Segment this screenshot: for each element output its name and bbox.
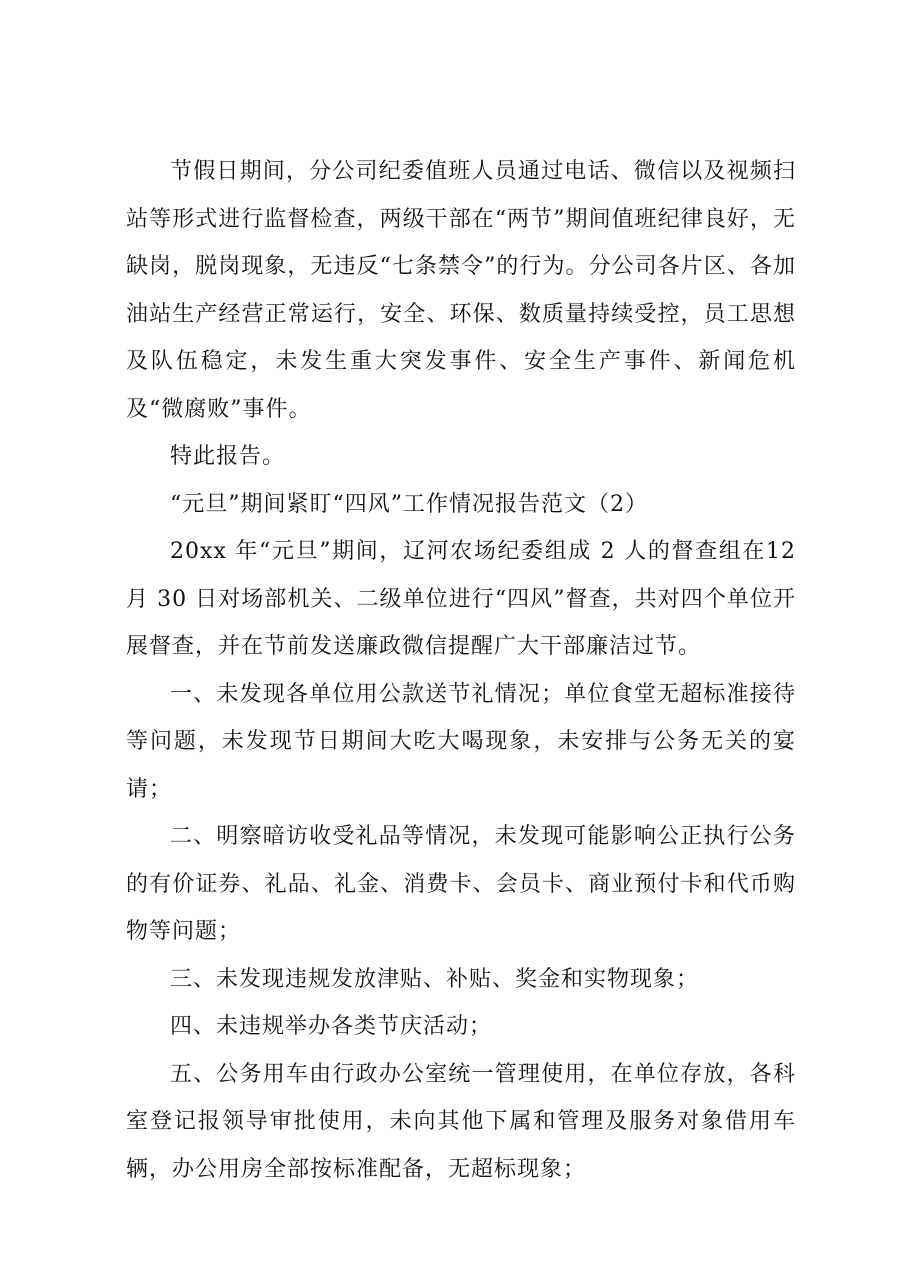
paragraph-holiday-supervision: 节假日期间，分公司纪委值班人员通过电话、微信以及视频扫站等形式进行监督检查，两级干部在“两节”期间值班纪律良好，无缺岗，脱岗现象，无违反“七条禁令”的行为。分公司各片区、各加油站生产经营正常运行，安全、环保、数质量持续受控，员工思想及队伍稳定，未发生重大突发事件、安全生产事件、新闻危机及“微腐败”事件。	[126, 159, 796, 422]
paragraph-inspection-intro: 20xx 年“元旦”期间，辽河农场纪委组成 2 人的督查组在12 月 30 日对场部机关、二级单位进行“四风”督查，共对四个单位开展督查，并在节前发送廉政微信提醒广大干部廉洁过节。	[126, 539, 796, 659]
paragraph-item-2: 二、明察暗访收受礼品等情况，未发现可能影响公正执行公务的有价证券、礼品、礼金、消费卡、会员卡、商业预付卡和代币购物等问题；	[126, 824, 796, 944]
paragraph-item-4: 四、未违规举办各类节庆活动；	[170, 1014, 493, 1039]
paragraph-item-1: 一、未发现各单位用公款送节礼情况；单位食堂无超标准接待等问题，未发现节日期间大吃大喝现象，未安排与公务无关的宴请；	[126, 681, 796, 802]
paragraph-report-closing: 特此报告。	[170, 444, 286, 469]
section-title: “元旦”期间紧盯“四风”工作情况报告范文（2）	[170, 491, 648, 517]
paragraph-item-3: 三、未发现违规发放津贴、补贴、奖金和实物现象；	[170, 966, 700, 992]
document-body	[126, 148, 796, 1193]
paragraph-item-5: 五、公务用车由行政办公室统一管理使用，在单位存放，各科室登记报领导审批使用，未向其他下属和管理及服务对象借用车辆，办公用房全部按标准配备，无超标现象；	[126, 1061, 796, 1182]
